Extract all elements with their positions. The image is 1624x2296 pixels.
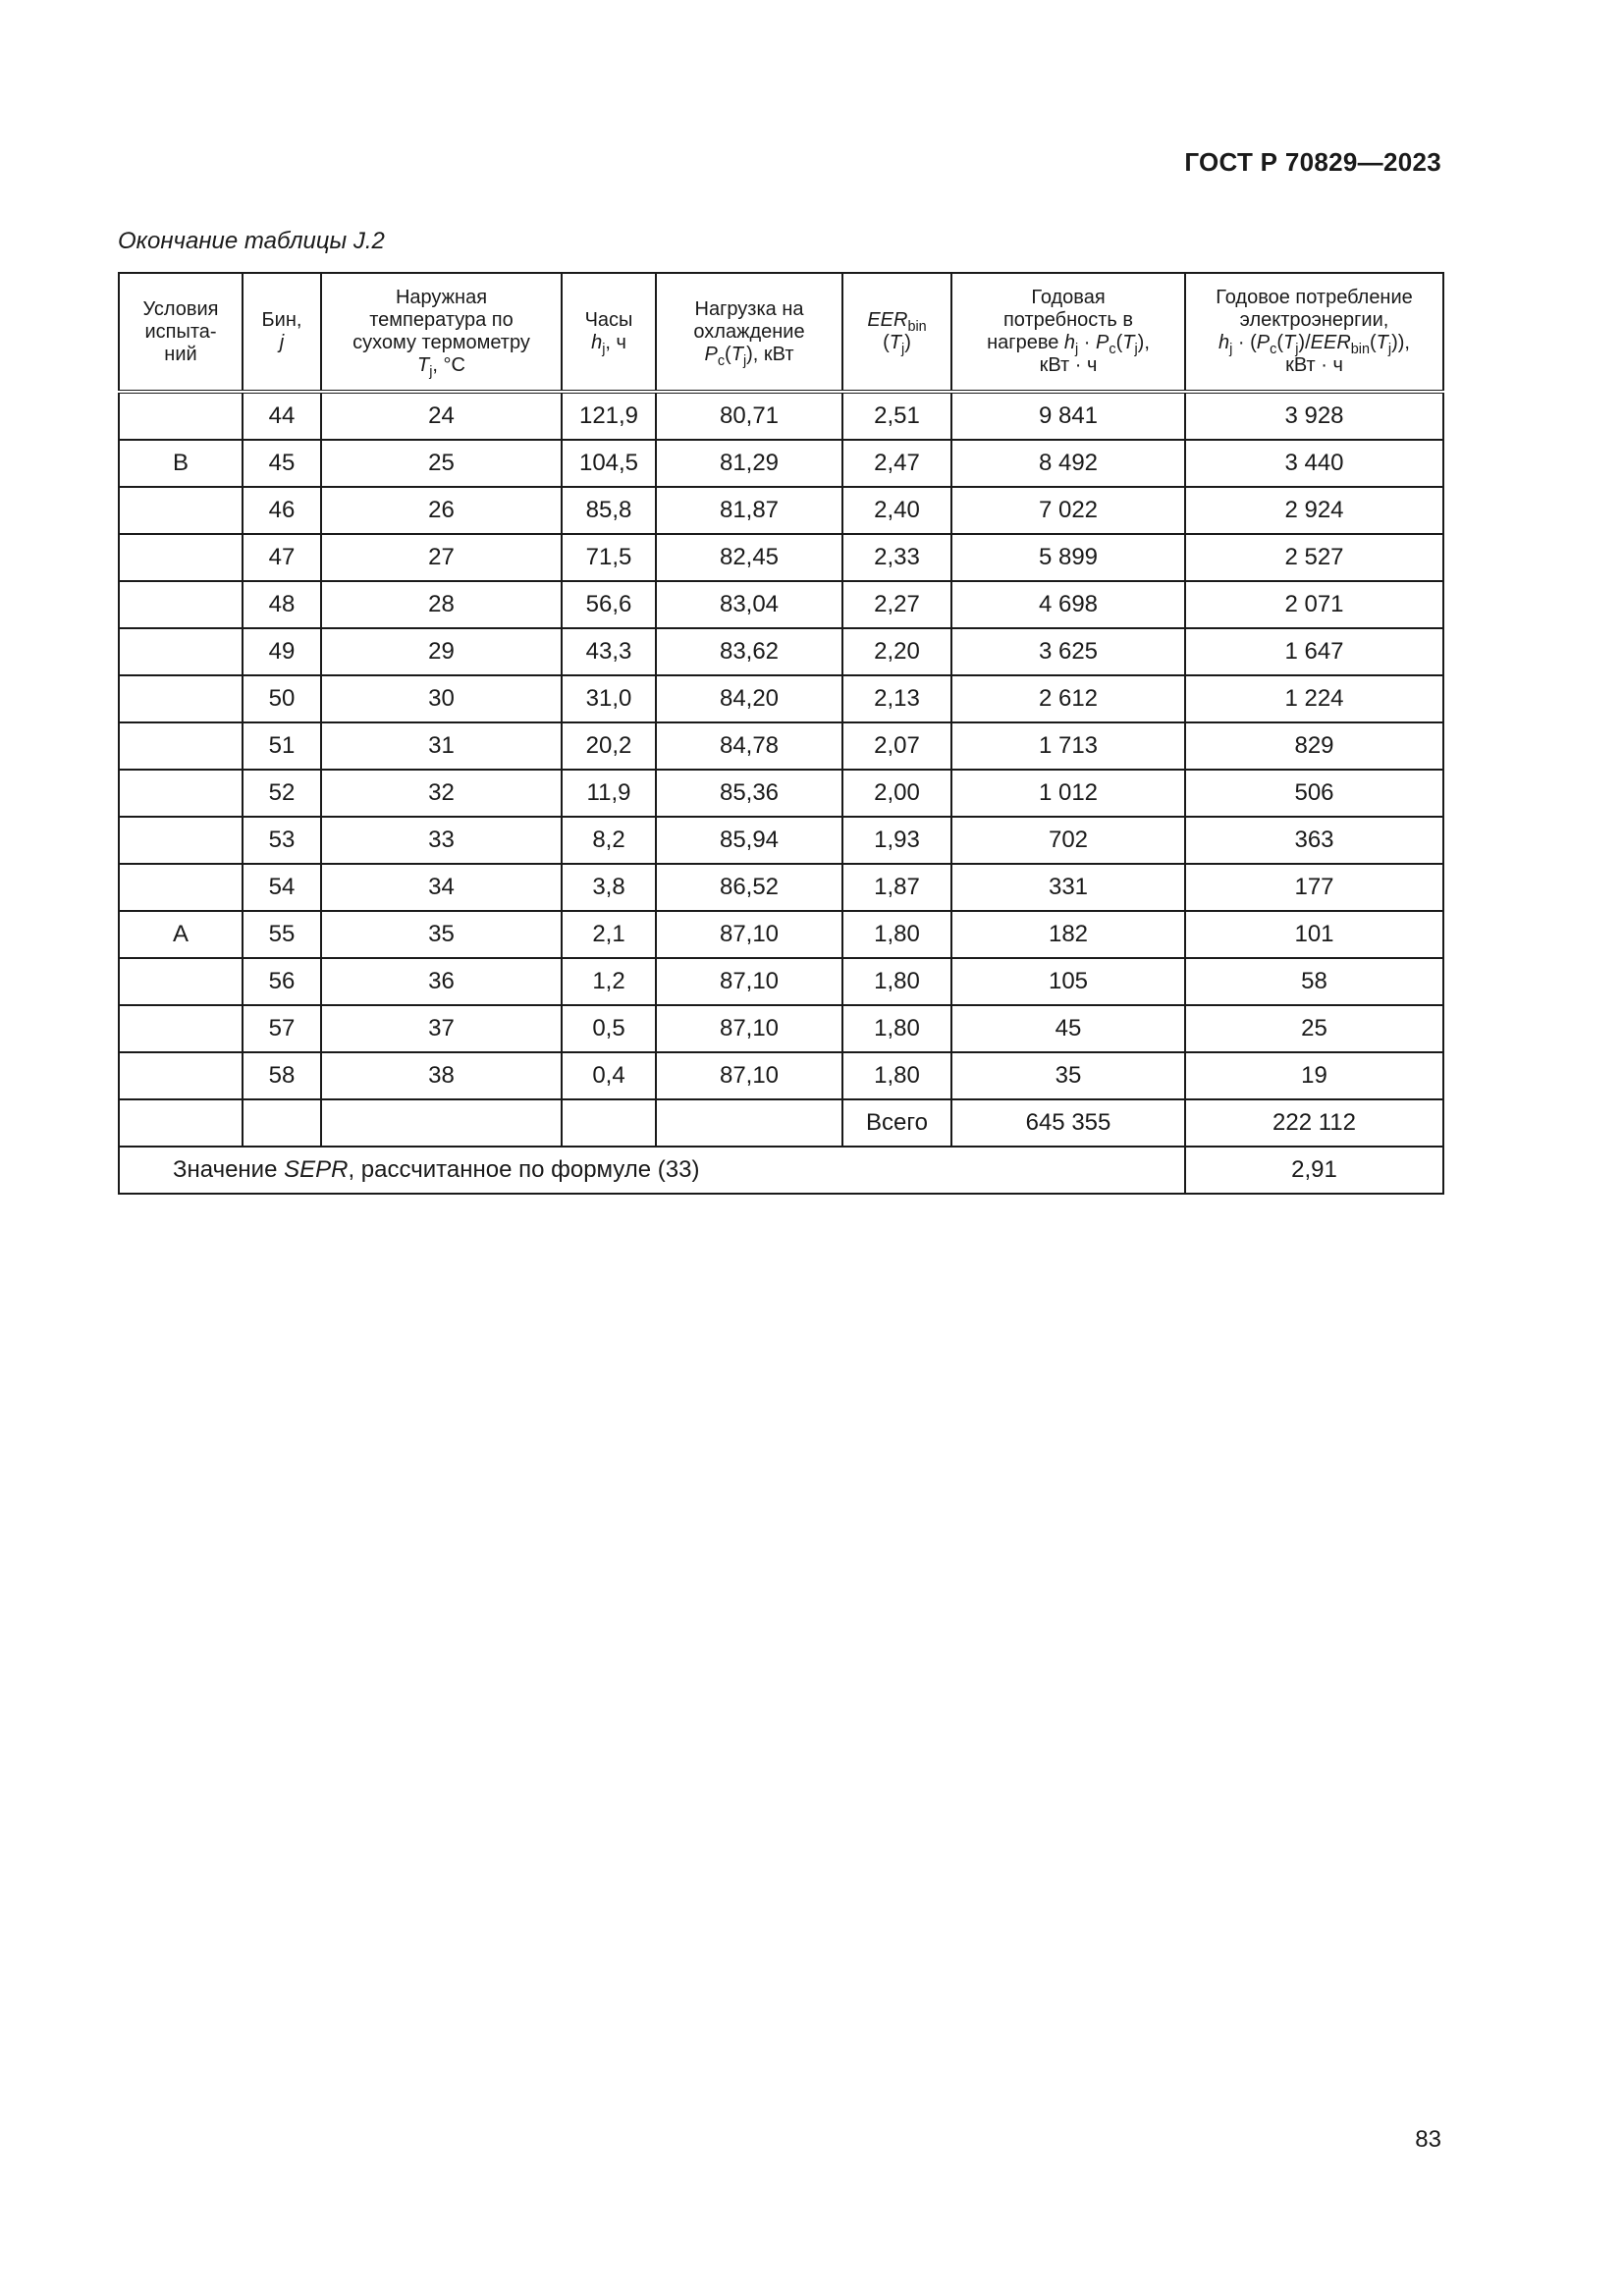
table-row	[119, 392, 1443, 440]
cell-hours: 2,1	[562, 911, 656, 958]
cell-annual-consumption: 2 924	[1185, 487, 1443, 534]
cell-hours: 0,5	[562, 1005, 656, 1052]
cell-hours: 104,5	[562, 440, 656, 487]
cell-bin: 58	[243, 1052, 321, 1099]
cell-annual-need: 35	[951, 1052, 1185, 1099]
table-row	[119, 534, 1443, 581]
cell-bin: 52	[243, 770, 321, 817]
cell-temp: 31	[321, 722, 562, 770]
cell-load: 83,62	[656, 628, 842, 675]
table-row	[119, 1005, 1443, 1052]
cell-annual-need: 2 612	[951, 675, 1185, 722]
page-number: 83	[1415, 2126, 1441, 2153]
cell-load: 84,78	[656, 722, 842, 770]
cell-temp: 24	[321, 392, 562, 440]
cell-condition	[119, 534, 243, 581]
cell-annual-consumption: 2 071	[1185, 581, 1443, 628]
total-row	[119, 1099, 1443, 1147]
cell-temp: 37	[321, 1005, 562, 1052]
cell-annual-need: 331	[951, 864, 1185, 911]
cell-bin: 55	[243, 911, 321, 958]
cell-eer: 2,27	[842, 581, 951, 628]
cell-annual-consumption: 2 527	[1185, 534, 1443, 581]
cell-bin: 54	[243, 864, 321, 911]
cell-annual-need: 702	[951, 817, 1185, 864]
cell-temp: 38	[321, 1052, 562, 1099]
table-row	[119, 722, 1443, 770]
total-label: Всего	[842, 1099, 951, 1147]
cell-bin: 56	[243, 958, 321, 1005]
header-eer-bin: $EER_{bin}$ $(T_j)$	[842, 273, 951, 392]
header-cooling-load: Нагрузка на охлаждение $P_c(T_j)$, кВт	[656, 273, 842, 392]
cell-condition	[119, 487, 243, 534]
cell-temp: 35	[321, 911, 562, 958]
cell-temp: 27	[321, 534, 562, 581]
cell-annual-consumption: 25	[1185, 1005, 1443, 1052]
cell-load: 80,71	[656, 392, 842, 440]
cell-eer: 2,51	[842, 392, 951, 440]
cell-hours: 56,6	[562, 581, 656, 628]
cell-bin: 51	[243, 722, 321, 770]
cell-eer: 1,80	[842, 911, 951, 958]
cell-annual-need: 45	[951, 1005, 1185, 1052]
data-table	[118, 272, 1444, 1195]
cell-hours: 8,2	[562, 817, 656, 864]
cell-hours: 71,5	[562, 534, 656, 581]
cell-hours: 43,3	[562, 628, 656, 675]
table-caption	[118, 228, 385, 255]
cell-eer: 2,40	[842, 487, 951, 534]
cell-condition	[119, 1005, 243, 1052]
cell-eer: 1,80	[842, 1052, 951, 1099]
cell-condition	[119, 628, 243, 675]
cell-annual-consumption: 1 224	[1185, 675, 1443, 722]
cell-hours: 0,4	[562, 1052, 656, 1099]
cell-condition: B	[119, 440, 243, 487]
cell-load: 81,87	[656, 487, 842, 534]
cell-annual-need: 182	[951, 911, 1185, 958]
cell-annual-need: 4 698	[951, 581, 1185, 628]
cell-condition	[119, 1052, 243, 1099]
document-id: ГОСТ Р 70829—2023	[1184, 147, 1441, 177]
cell-eer: 2,47	[842, 440, 951, 487]
cell-annual-need: 7 022	[951, 487, 1185, 534]
table-row	[119, 911, 1443, 958]
cell-condition	[119, 770, 243, 817]
cell-eer: 2,07	[842, 722, 951, 770]
cell-eer: 1,87	[842, 864, 951, 911]
empty-cell	[321, 1099, 562, 1147]
header-test-conditions: Условия испыта- ний	[119, 273, 243, 392]
caption-table-ref: J.2	[352, 228, 385, 254]
cell-annual-consumption: 19	[1185, 1052, 1443, 1099]
total-annual-need: 645 355	[951, 1099, 1185, 1147]
cell-condition: A	[119, 911, 243, 958]
cell-temp: 26	[321, 487, 562, 534]
header-bin: Бин, j	[243, 273, 321, 392]
cell-eer: 2,20	[842, 628, 951, 675]
cell-condition	[119, 864, 243, 911]
cell-annual-consumption: 1 647	[1185, 628, 1443, 675]
table-row	[119, 675, 1443, 722]
sepr-value: 2,91	[1185, 1147, 1443, 1194]
cell-bin: 50	[243, 675, 321, 722]
cell-condition	[119, 675, 243, 722]
table-row	[119, 864, 1443, 911]
cell-temp: 29	[321, 628, 562, 675]
cell-eer: 2,00	[842, 770, 951, 817]
caption-prefix: Окончание таблицы	[118, 228, 353, 254]
table-body	[119, 392, 1443, 1194]
cell-load: 85,94	[656, 817, 842, 864]
cell-eer: 2,13	[842, 675, 951, 722]
cell-eer: 1,80	[842, 958, 951, 1005]
table-row	[119, 628, 1443, 675]
cell-eer: 1,80	[842, 1005, 951, 1052]
cell-annual-consumption: 363	[1185, 817, 1443, 864]
cell-annual-need: 9 841	[951, 392, 1185, 440]
header-outdoor-temp: Наружная температура по сухому термометру $T_j$, °C	[321, 273, 562, 392]
cell-bin: 49	[243, 628, 321, 675]
cell-temp: 34	[321, 864, 562, 911]
cell-hours: 20,2	[562, 722, 656, 770]
sepr-label: Значение SEPR, рассчитанное по формуле (33)	[119, 1147, 1185, 1194]
table-row	[119, 817, 1443, 864]
cell-annual-need: 1 012	[951, 770, 1185, 817]
cell-annual-consumption: 58	[1185, 958, 1443, 1005]
cell-hours: 3,8	[562, 864, 656, 911]
cell-temp: 33	[321, 817, 562, 864]
cell-load: 87,10	[656, 911, 842, 958]
cell-condition	[119, 581, 243, 628]
cell-annual-consumption: 3 440	[1185, 440, 1443, 487]
cell-annual-need: 1 713	[951, 722, 1185, 770]
cell-annual-need: 3 625	[951, 628, 1185, 675]
cell-bin: 45	[243, 440, 321, 487]
cell-condition	[119, 817, 243, 864]
cell-bin: 47	[243, 534, 321, 581]
cell-bin: 53	[243, 817, 321, 864]
cell-annual-consumption: 177	[1185, 864, 1443, 911]
cell-load: 83,04	[656, 581, 842, 628]
header-hours: Часы $h_j$, ч	[562, 273, 656, 392]
cell-hours: 1,2	[562, 958, 656, 1005]
cell-temp: 25	[321, 440, 562, 487]
cell-temp: 30	[321, 675, 562, 722]
cell-load: 82,45	[656, 534, 842, 581]
cell-condition	[119, 958, 243, 1005]
cell-eer: 2,33	[842, 534, 951, 581]
cell-annual-need: 5 899	[951, 534, 1185, 581]
cell-annual-consumption: 829	[1185, 722, 1443, 770]
table-row	[119, 958, 1443, 1005]
table-row	[119, 770, 1443, 817]
cell-bin: 46	[243, 487, 321, 534]
header-annual-need: Годовая потребность в нагреве $h_j \cdot P_c(T_j)$, кВт · ч	[951, 273, 1185, 392]
cell-bin: 44	[243, 392, 321, 440]
empty-cell	[119, 1099, 243, 1147]
cell-load: 81,29	[656, 440, 842, 487]
cell-annual-need: 105	[951, 958, 1185, 1005]
cell-bin: 57	[243, 1005, 321, 1052]
header-annual-consumption: Годовое потребление электроэнергии, $h_j \cdot (P_c(T_j)/EER_{bin}(T_j))$, кВт · ч	[1185, 273, 1443, 392]
cell-load: 86,52	[656, 864, 842, 911]
sepr-row	[119, 1147, 1443, 1194]
cell-hours: 31,0	[562, 675, 656, 722]
cell-annual-consumption: 506	[1185, 770, 1443, 817]
cell-load: 84,20	[656, 675, 842, 722]
empty-cell	[243, 1099, 321, 1147]
empty-cell	[656, 1099, 842, 1147]
total-annual-consumption: 222 112	[1185, 1099, 1443, 1147]
table-row	[119, 487, 1443, 534]
cell-load: 85,36	[656, 770, 842, 817]
table-row	[119, 440, 1443, 487]
empty-cell	[562, 1099, 656, 1147]
cell-load: 87,10	[656, 1005, 842, 1052]
cell-condition	[119, 722, 243, 770]
table-header-row	[119, 273, 1443, 392]
cell-load: 87,10	[656, 1052, 842, 1099]
cell-load: 87,10	[656, 958, 842, 1005]
cell-annual-consumption: 3 928	[1185, 392, 1443, 440]
cell-eer: 1,93	[842, 817, 951, 864]
cell-hours: 85,8	[562, 487, 656, 534]
cell-bin: 48	[243, 581, 321, 628]
cell-hours: 121,9	[562, 392, 656, 440]
cell-condition	[119, 392, 243, 440]
table-row	[119, 581, 1443, 628]
table-row	[119, 1052, 1443, 1099]
cell-annual-consumption: 101	[1185, 911, 1443, 958]
cell-temp: 36	[321, 958, 562, 1005]
cell-hours: 11,9	[562, 770, 656, 817]
cell-temp: 28	[321, 581, 562, 628]
cell-annual-need: 8 492	[951, 440, 1185, 487]
cell-temp: 32	[321, 770, 562, 817]
